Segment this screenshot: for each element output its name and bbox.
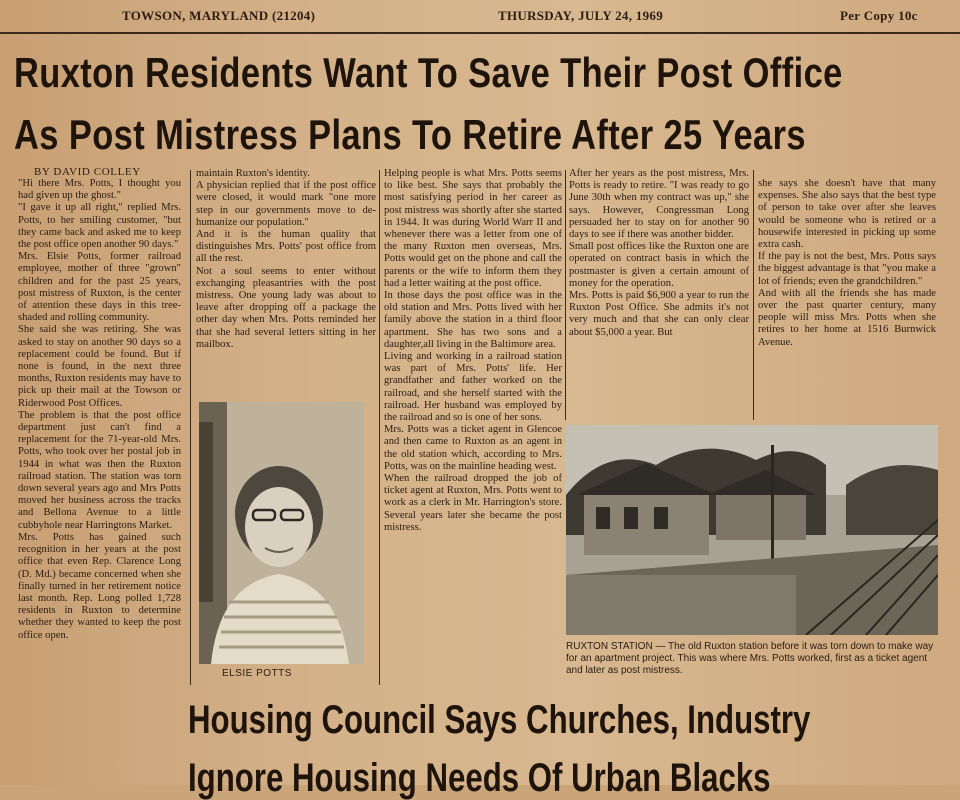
masthead-date: THURSDAY, JULY 24, 1969 — [498, 8, 663, 23]
masthead-price: Per Copy 10c — [840, 8, 918, 23]
article-column-3: Helping people is what Mrs. Potts seems to like best. She says that probably the most satisfying period in her career as post mistress was shortly after she started in 1944. It was during World Warr II and whenever there was a letter from one of the many Ruxton men overseas, Mrs. Potts would get on the phone and call the parents or the wife to inform them they had a letter waiting at the post office. In those days the post office was in the old station and Mrs. Potts lived with her family above the station in a third floor apartment. She has two sons and a daughter,all living in the Baltimore area. Living and working in a railroad station was part of Mrs. Potts' life. Her grandfather and father worked on the railroad, and she herself started with the railroad. Her husband was employed by the railroad and so is one of her sons. Mrs. Potts was a ticket agent in Glencoe and then came to Ruxton as an agent in the old station which, according to Mrs. Potts, was on the mainline heading west. When the railroad dropped the job of ticket agent at Ruxton, Mrs. Potts went to work as a clerk in Mr. Harrington's store. Several years later she became the post mistress. — [384, 168, 562, 533]
potts-photo-caption: ELSIE POTTS — [222, 668, 292, 679]
second-headline-line-1: Housing Council Says Churches, Industry — [188, 698, 811, 742]
article-column-5: she says she doesn't have that many expenses. She also says that the best type of person to take over after she leaves would be someone who is retired or a housewife interested in picking up some extra cash. If the pay is not the best, Mrs. Potts says the biggest advantage is that "you make a lot of friends; even the grandchildren." And with all the friends she has made over the past quarter century, many people will miss Mrs. Potts when she retires to her home at 1516 Burnwick Avenue. — [758, 178, 936, 348]
station-photo-caption: RUXTON STATION — The old Ruxton station before it was torn down to make way for an apartment project. This was where Mrs. Potts worked, first as a ticket agent and later as post mistress. — [566, 641, 934, 676]
column-rule — [565, 170, 566, 420]
byline: BY DAVID COLLEY — [34, 166, 141, 178]
article-column-4: After her years as the post mistress, Mrs. Potts is ready to retire. "I was ready to go June 30th when my contract was up," she says. However, Congressman Long persuaded her to stay on for another 90 days to see if there was another bidder. Small post offices like the Ruxton one are operated on contract basis in which the postmaster is given a certain amount of money for the operation. Mrs. Potts is paid $6,900 a year to run the Ruxton Post Office. She admits it's not very much and that she can only clear about $5,000 a year. But — [569, 168, 749, 338]
headline-line-1: Ruxton Residents Want To Save Their Post Office — [14, 49, 843, 96]
second-headline-line-2: Ignore Housing Needs Of Urban Blacks — [188, 756, 771, 800]
elsie-potts-photo — [199, 402, 364, 664]
column-rule — [753, 170, 754, 420]
ruxton-station-photo — [566, 425, 938, 635]
masthead-location: TOWSON, MARYLAND (21204) — [122, 8, 316, 23]
column-rule — [190, 170, 191, 685]
article-column-2: maintain Ruxton's identity. A physician replied that if the post office were closed, it would mark "one more step in our governments move to de-humanize our population." And it is the human quality that distinguishes Mrs. Potts' post office from all the rest. Not a soul seems to enter without exchanging pleasantries with the post mistress. One young lady was about to leave after dropping off a package the other day when Mrs. Potts reminded her that she had several letters sitting in her mailbox. — [196, 168, 376, 350]
headline-line-2: As Post Mistress Plans To Retire After 25 Years — [14, 111, 806, 158]
article-column-1: "Hi there Mrs. Potts, I thought you had given up the ghost." "I gave it up all right," replied Mrs. Potts, to her smiling customer, "but they came back and asked me to keep the post office open another 90 days." Mrs. Elsie Potts, former railroad employee, mother of three "grown" children and for the past 25 years, post mistress of Ruxton, is the center of attention these days in this tree-shaded and rolling community. She said she was retiring. She was asked to stay on another 90 days so a replacement could be found. But if none is found, in the next three months, Ruxton residents may have to pick up their mail at the Towson or Riderwood Post Offices. The problem is that the post office department just can't find a replacement for the 71-year-old Mrs. Potts, who took over her postal job in 1944 in what was then the Ruxton railroad station. The station was torn down several years ago and Mrs Potts moved her business across the tracks and Bellona Avenue to a little cubbyhole near Harringtons Market. Mrs. Potts has gained such recognition in her years at the post office that even Rep. Clarence Long (D. Md.) became concerned when she finally turned in her retirement notice last month. Rep. Long polled 1,728 residents in Ruxton to determine whether they wanted to keep the post office open. — [18, 178, 181, 641]
portrait-image — [199, 402, 364, 664]
station-image — [566, 425, 938, 635]
column-rule — [379, 170, 380, 685]
